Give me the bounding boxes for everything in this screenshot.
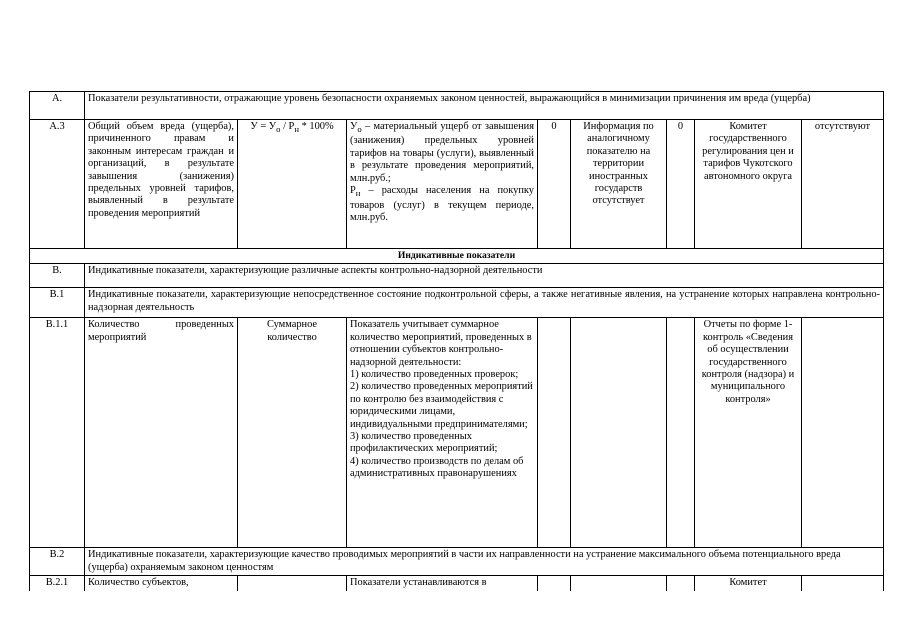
indicator-description: Показатели устанавливаются в: [347, 576, 538, 591]
note: отсутствуют: [802, 120, 884, 249]
target-value: [667, 576, 695, 591]
table-row: [30, 264, 884, 288]
baseline-value: [538, 576, 571, 591]
note: [802, 318, 884, 548]
section-title: Индикативные показатели: [30, 249, 884, 264]
row-code: В.1.1: [30, 318, 85, 548]
table-row: [30, 318, 884, 548]
data-source: Отчеты по форме 1-контроль «Сведения об осуществлении государственного контроля (надзора) и муниципального контроля»: [695, 318, 802, 548]
baseline-value: [538, 318, 571, 548]
group-heading: Индикативные показатели, характеризующие непосредственное состояние подконтрольной сферы, а также негативные явления, на устранение которых направлена контрольно-надзорная деятельность: [85, 288, 884, 318]
indicator-description: Показатель учитывает суммарное количество мероприятий, проведенных в отношении субъектов контрольно-надзорной деятельности: 1) количество проведенных проверок; 2) количество проведенных мероприятий по контролю без взаимодействия с юридическими лицами, индивидуальными предпринимателями; 3) количество проведенных профилактических мероприятий; 4) количество производств по делам об административных правонарушениях: [347, 318, 538, 548]
indicators-table: [29, 91, 884, 591]
row-code: А.: [30, 92, 85, 120]
indicator-name: Количество проведенных мероприятий: [85, 318, 238, 548]
formula-definitions: $У_о$ – материальный ущерб от завышения (занижения) предельных уровней тарифов на товары (услуги), выявленный в результате проведения мероприятий, млн.руб.; $Р_н$ – расходы населения на покупку товаров (услуг) в текущем периоде, млн.руб.: [347, 120, 538, 249]
target-value: [667, 318, 695, 548]
baseline-value: 0: [538, 120, 571, 249]
table-row: [30, 249, 884, 264]
table-row: [30, 576, 884, 591]
table-row: [30, 548, 884, 576]
group-heading: Показатели результативности, отражающие уровень безопасности охраняемых законом ценностей, выражающийся в минимизации причинения им вреда (ущерба): [85, 92, 884, 120]
row-code: В.2.1: [30, 576, 85, 591]
table-row: [30, 92, 884, 120]
table-row: [30, 288, 884, 318]
indicator-formula: Суммарное количество: [238, 318, 347, 548]
table-row: [30, 120, 884, 249]
group-heading: Индикативные показатели, характеризующие качество проводимых мероприятий в части их направленности на устранение максимального объема потенциального вреда (ущерба) охраняемым законом ценностям: [85, 548, 884, 576]
data-source: Комитет: [695, 576, 802, 591]
foreign-info: Информация по аналогичному показателю на территории иностранных государств отсутствует: [571, 120, 667, 249]
target-value: 0: [667, 120, 695, 249]
row-code: В.: [30, 264, 85, 288]
data-source: Комитет государственного регулирования цен и тарифов Чукотского автономного округа: [695, 120, 802, 249]
group-heading: Индикативные показатели, характеризующие различные аспекты контрольно-надзорной деятельности: [85, 264, 884, 288]
foreign-info: [571, 318, 667, 548]
indicator-name: Общий объем вреда (ущерба), причиненного правам и законным интересам граждан и организаций, в результате завышения (занижения) предельных уровней тарифов, выявленный в результате проведения мероприятий: [85, 120, 238, 249]
row-code: А.3: [30, 120, 85, 249]
indicator-name: Количество субъектов,: [85, 576, 238, 591]
row-code: В.2: [30, 548, 85, 576]
indicator-formula: $У = У_о / Р_н * 100\%$: [238, 120, 347, 249]
row-code: В.1: [30, 288, 85, 318]
foreign-info: [571, 576, 667, 591]
note: [802, 576, 884, 591]
indicator-formula: [238, 576, 347, 591]
